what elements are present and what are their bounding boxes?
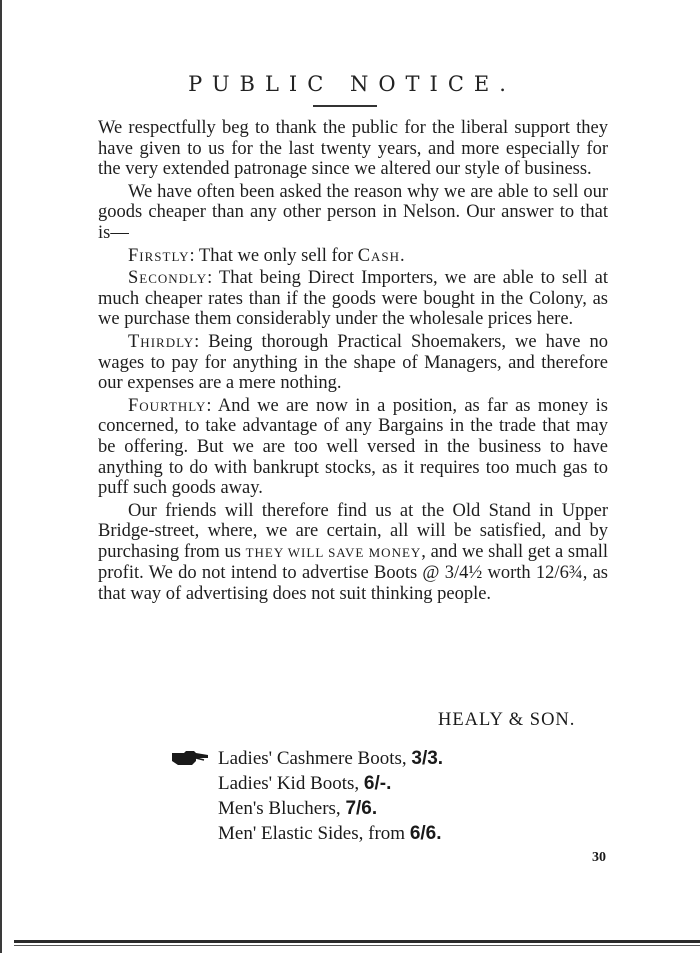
save-money-caps: THEY WILL SAVE MONEY	[245, 544, 422, 560]
paragraph-thirdly	[98, 332, 608, 394]
thirdly-text: : Being thorough Practical Shoemakers, we have no wages to pay for anything in the shape of Managers, and therefore our expenses are a mere nothing.	[98, 331, 608, 394]
signature: HEALY & SON.	[438, 710, 576, 730]
item-label: Men' Elastic Sides, from	[218, 823, 410, 844]
item-label: Ladies' Kid Boots,	[218, 773, 364, 794]
price-list	[170, 746, 443, 846]
fourthly-text: : And we are now in a position, as far as money is concerned, to take advantage of any Bargains in the trade that may be offering. But we are too well versed in the business to have anything to do with bankrupt stocks, as it requires too much gas to puff such goods away.	[98, 395, 608, 499]
firstly-text: : That we only sell for	[189, 245, 358, 266]
list-item	[170, 771, 443, 796]
list-item	[170, 821, 443, 846]
paragraph-firstly	[98, 246, 608, 267]
fourthly-label: Fourthly	[128, 395, 207, 416]
footer-rule	[14, 940, 700, 943]
paragraph-secondly	[98, 268, 608, 330]
cash-word: Cash	[357, 245, 401, 266]
pointing-hand-icon	[170, 749, 210, 767]
paragraph-fourthly	[98, 396, 608, 499]
notice-body	[98, 118, 608, 607]
item-price: 6/6.	[409, 823, 442, 844]
item-label: Men's Bluchers,	[218, 798, 346, 819]
firstly-label: Firstly	[128, 245, 190, 266]
paragraph-closing	[98, 501, 608, 605]
item-price: 6/-.	[363, 773, 392, 794]
page-title: PUBLIC NOTICE.	[188, 72, 516, 96]
paragraph-question: We have often been asked the reason why we are able to sell our goods cheaper than any other person in Nelson. Our answer to that is—	[98, 181, 608, 243]
closing-text-a: Our friends will therefore find us at the Old Stand in Upper Bridge-street, where, we are certain, all will be satisfied, and by purchasing from us	[98, 500, 608, 562]
item-price: 3/3.	[411, 748, 444, 769]
list-item	[170, 746, 443, 771]
item-price: 7/6.	[345, 798, 378, 819]
paragraph-intro: We respectfully beg to thank the public for the liberal support they have given to us for the last twenty years, and more especially for the very extended patronage since we altered our style of business.	[98, 118, 608, 180]
list-item	[170, 796, 443, 821]
firstly-end: .	[400, 245, 405, 266]
secondly-text: : That being Direct Importers, we are able to sell at much cheaper rates than if the goods were bought in the Colony, as we purchase them considerably under the wholesale prices here.	[98, 268, 608, 330]
thirdly-label: Thirdly	[128, 331, 195, 352]
item-label: Ladies' Cashmere Boots,	[218, 748, 412, 769]
footer-rule-thin	[14, 945, 700, 946]
page-number: 30	[592, 850, 606, 865]
secondly-label: Secondly	[128, 268, 208, 289]
title-divider	[313, 105, 377, 107]
closing-text-b: , and we shall get a small profit. We do not intend to advertise Boots @ 3/4½ worth 12/6¾, as that way of advertising does not suit thinking people.	[98, 541, 608, 605]
